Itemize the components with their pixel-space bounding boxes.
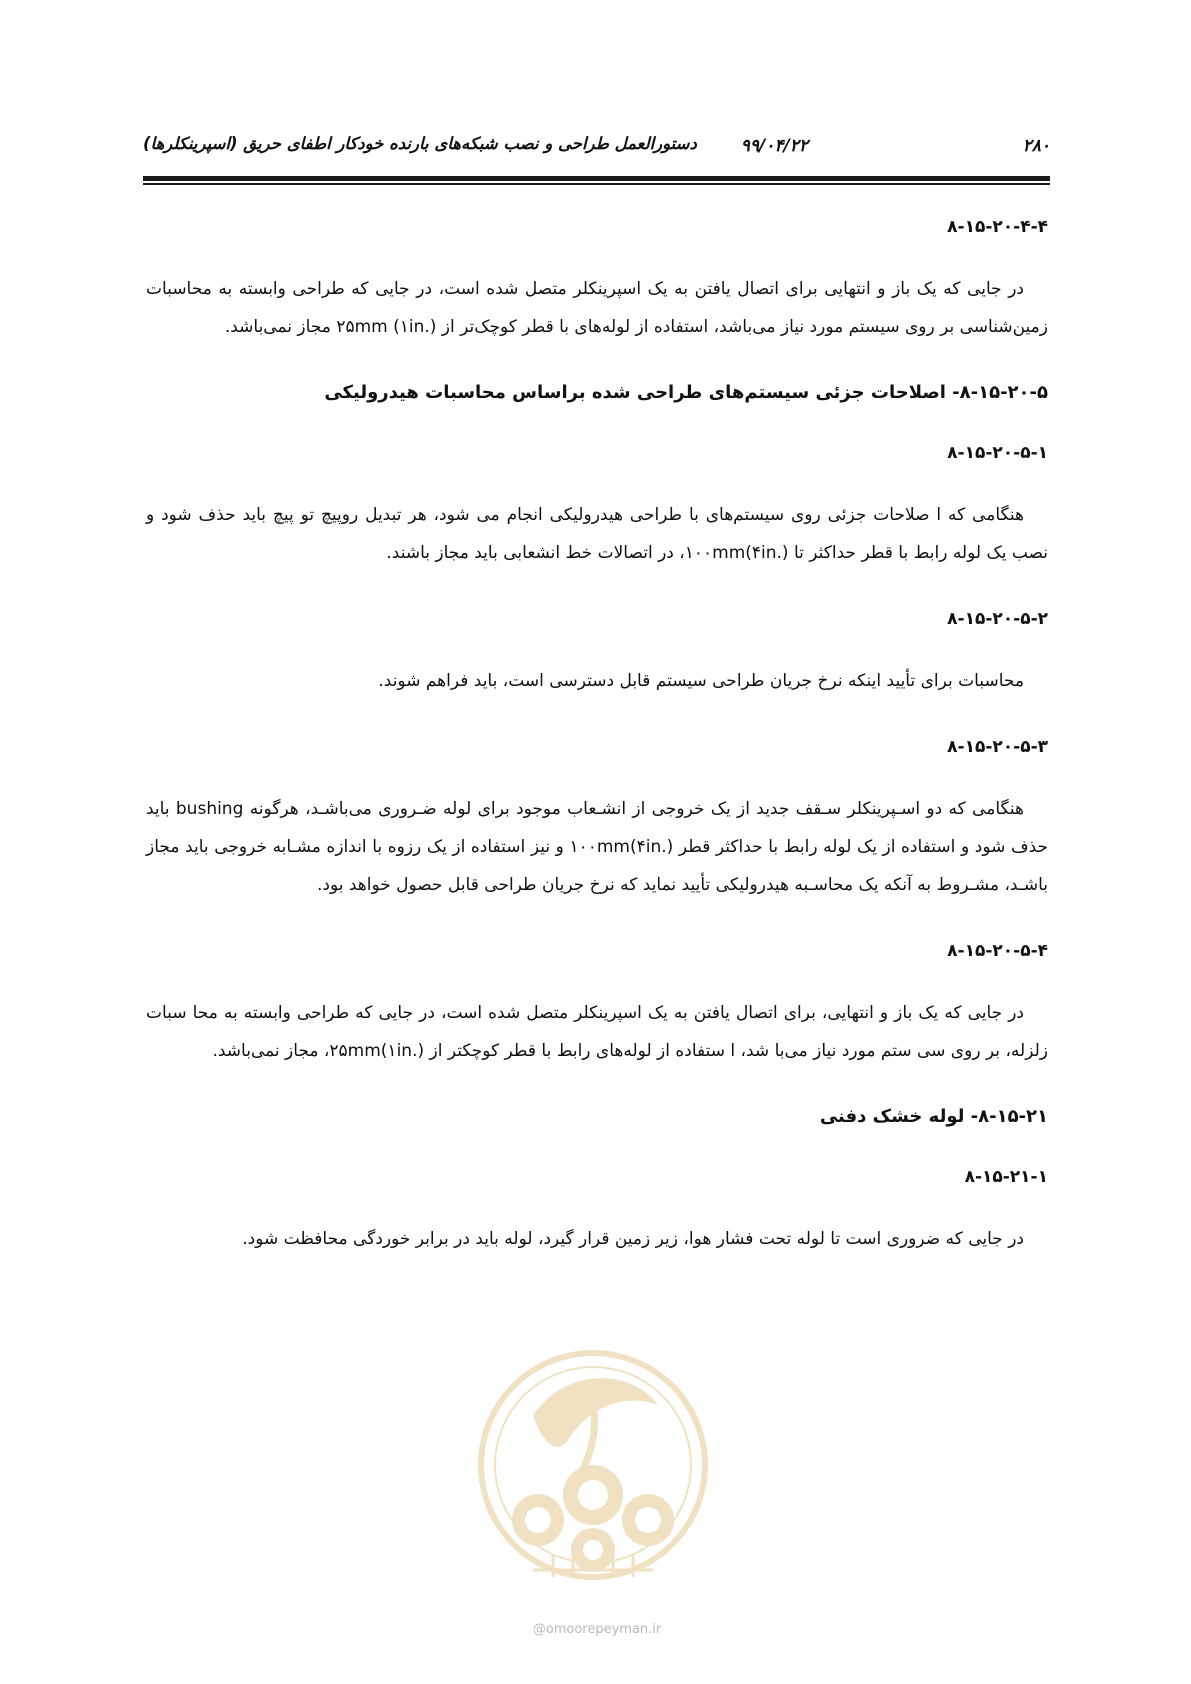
- section-heading: ۸-۱۵-۲۱- لوله خشک دفنی: [819, 1106, 1048, 1127]
- page-number: ۲۸۰: [1022, 136, 1050, 156]
- header-rule-thin: [143, 183, 1050, 185]
- clause-number: ۸-۱۵-۲۰-۵-۱: [947, 443, 1048, 463]
- header-rule-thick: [143, 176, 1050, 181]
- header-title: دستورالعمل طراحی و نصب شبکه‌های بارنده خودکار اطفای حریق (اسپرینکلرها): [143, 134, 697, 153]
- header-date: ۹۹/۰۴/۲۲: [740, 136, 808, 156]
- clause-number: ۸-۱۵-۲۰-۴-۴: [947, 217, 1048, 237]
- clause-paragraph: هنگامی که دو اسـپرینکلر سـقف جدید از یک خروجی از انشـعاب موجود برای لوله ضـروری می‌باشـد، هرگونه bushing باید حذف شود و استفاده از یک لوله رابط با حداکثر قطر ۱۰۰mm(۴in.) و نیز استفاده از یک رزوه با اندازه مشـابه خروجی باید مجاز باشـد، مشـروط به آنکه یک محاسـبه هیدرولیکی تأیید نماید که نرخ جریان طراحی قابل حصول خواهد بود.: [146, 799, 1048, 895]
- clause-number: ۸-۱۵-۲۱-۱: [964, 1167, 1048, 1187]
- clause-paragraph: هنگامی که ا صلاحات جزئی روی سیستم‌های با طراحی هیدرولیکی انجام می شود، هر تبدیل روپیچ تو پیچ باید حذف شود و نصب یک لوله رابط با قطر حداکثر تا ۱۰۰mm(۴in.)، در اتصالات خط انشعابی باید مجاز باشند.: [146, 505, 1048, 563]
- clause-paragraph: در جایی که ضروری است تا لوله تحت فشار هوا، زیر زمین قرار گیرد، لوله باید در برابر خوردگی محافظت شود.: [242, 1229, 1024, 1249]
- watermark-seal-icon: [473, 1345, 713, 1595]
- running-header: [143, 128, 1050, 168]
- clause-number: ۸-۱۵-۲۰-۵-۴: [947, 941, 1048, 961]
- clause-paragraph: در جایی که یک باز و انتهایی، برای اتصال یافتن به یک اسپرینکلر متصل شده است، در جایی که طراحی وابسته به محا سبات زلزله، بر روی سی ستم مورد نیاز می‌با شد، ا ستفاده از لوله‌های رابط با قطر کوچکتر از ۲۵mm(۱in.)، مجاز نمی‌باشد.: [146, 1003, 1048, 1061]
- watermark-site: @omoorepeyman.ir: [532, 1622, 662, 1637]
- clause-number: ۸-۱۵-۲۰-۵-۲: [947, 609, 1048, 629]
- section-heading: ۸-۱۵-۲۰-۵- اصلاحات جزئی سیستم‌های طراحی شده براساس محاسبات هیدرولیکی: [324, 382, 1048, 403]
- page-content: [146, 212, 1048, 1290]
- clause-number: ۸-۱۵-۲۰-۵-۳: [947, 737, 1048, 757]
- clause-paragraph: در جایی که یک باز و انتهایی برای اتصال یافتن به یک اسپرینکلر متصل شده است، در جایی که طراحی وابسته به محاسبات زمین‌شناسی بر روی سیستم مورد نیاز می‌باشد، استفاده از لوله‌های با قطر کوچک‌تر از ۲۵mm (۱in.) مجاز نمی‌باشد.: [146, 279, 1048, 337]
- clause-paragraph: محاسبات برای تأیید اینکه نرخ جریان طراحی سیستم قابل دسترسی است، باید فراهم شوند.: [378, 671, 1024, 691]
